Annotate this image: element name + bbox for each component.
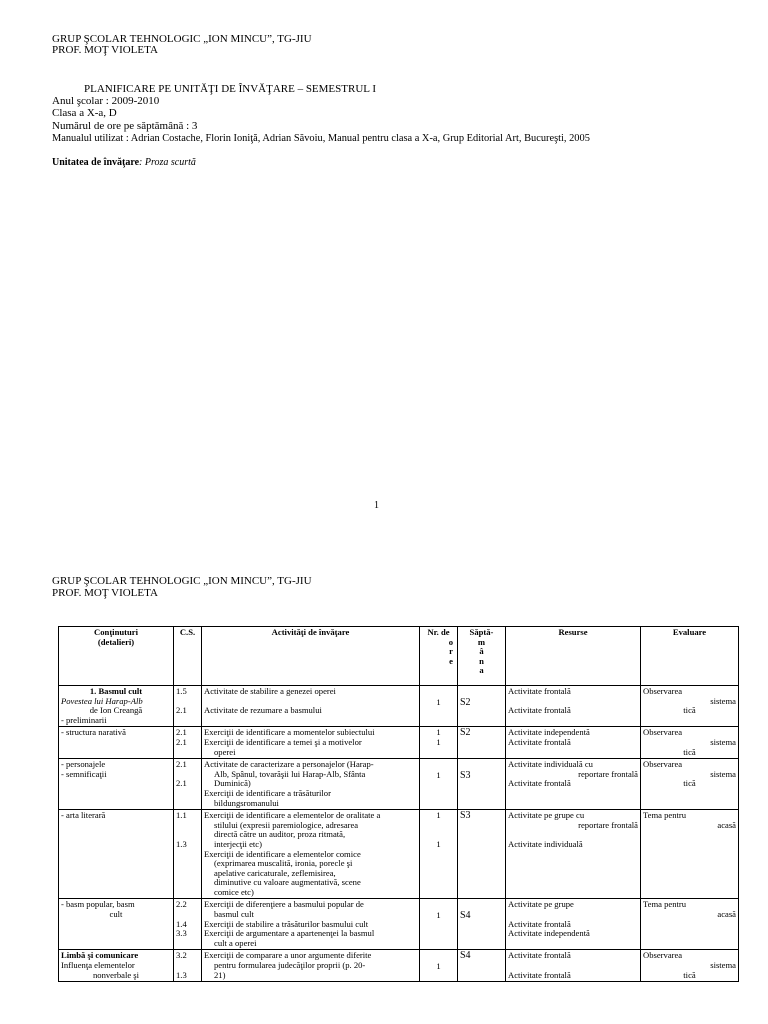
- hours-per-week: Numărul de ore pe săptămână : 3: [52, 120, 198, 132]
- cs-line: 2.1: [176, 705, 187, 716]
- cell-activities: [202, 727, 420, 759]
- content-line: - preliminarii: [61, 714, 107, 725]
- table-row: [59, 727, 739, 759]
- header-week-letter: n: [479, 655, 484, 666]
- activity-line: directă către un auditor, proza ritmată,: [214, 829, 346, 840]
- activity-line: apelative caricaturale, zeflemisirea,: [214, 867, 336, 878]
- cell-content: [59, 759, 174, 810]
- activity-line: 21): [214, 969, 226, 980]
- cell-evaluation: [641, 899, 739, 950]
- resource-line: Activitate frontală: [508, 705, 571, 716]
- table-row: [59, 686, 739, 727]
- resource-line: reportare frontală: [578, 819, 638, 830]
- cs-line: 2.1: [176, 778, 187, 789]
- cs-line: 1.3: [176, 838, 187, 849]
- cell-cs: [174, 686, 202, 727]
- header-cs: C.S.: [174, 627, 202, 686]
- content-line: - arta literară: [61, 810, 106, 821]
- activity-line: Exerciţii de identificare a trăsăturilor: [204, 787, 331, 798]
- cell-resources: [506, 686, 641, 727]
- activity-line: pentru formularea judecăţilor proprii (p. 20-: [214, 960, 366, 971]
- content-line: Povestea lui Harap-Alb: [61, 695, 143, 706]
- cell-activities: [202, 810, 420, 899]
- cell-activities: [202, 950, 420, 982]
- resource-line: Activitate frontală: [508, 918, 571, 929]
- header-content-line2: (detalieri): [97, 636, 135, 647]
- header-week-letter: â: [479, 646, 484, 657]
- cell-resources: [506, 810, 641, 899]
- plan-title: PLANIFICARE PE UNITĂŢI DE ÎNVĂŢARE – SEMESTRUL I: [84, 83, 376, 95]
- resource-line: Activitate pe grupe: [508, 899, 574, 910]
- table-header-row: [59, 627, 739, 686]
- activity-line: Exerciţii de identificare a elementelor de oralitate a: [204, 810, 381, 821]
- header-hours-letter: o: [448, 636, 453, 647]
- header-week: [458, 627, 506, 686]
- cell-hours: 1: [420, 899, 458, 950]
- activity-line: Activitate de stabilire a genezei operei: [204, 686, 336, 696]
- activity-line: Exerciţii de identificare a temei şi a motivelor: [204, 736, 362, 747]
- learning-unit: [52, 157, 196, 168]
- cell-cs: [174, 727, 202, 759]
- cell-hours: 1: [420, 759, 458, 810]
- cs-line: 1.3: [176, 969, 187, 980]
- cs-line: 3.2: [176, 950, 187, 961]
- cell-evaluation: [641, 686, 739, 727]
- activity-line: (exprimarea muscalită, ironia, porecle şi: [214, 858, 353, 869]
- activity-line: cult a operei: [214, 937, 257, 948]
- table-row: [59, 759, 739, 810]
- hours-line: 1: [436, 736, 441, 747]
- activity-line: stilului (expresii paremiologice, adresarea: [214, 819, 359, 830]
- content-line: Limbă şi comunicare: [61, 950, 139, 961]
- activity-line: Alb, Spânul, tovarăşii lui Harap-Alb, Sfânta: [214, 768, 366, 779]
- cs-line: 2.2: [176, 899, 187, 910]
- activity-line: diminutive cu valoare augmentativă, scene: [214, 877, 361, 888]
- header-content: [59, 627, 174, 686]
- cell-evaluation: [641, 810, 739, 899]
- cs-line: 1.4: [176, 918, 187, 929]
- content-line: - semnificaţii: [61, 768, 107, 779]
- activity-line: Exerciţii de identificare a elementelor comice: [204, 848, 361, 859]
- evaluation-line: sistema: [710, 736, 736, 747]
- page-number: 1: [374, 500, 379, 511]
- resource-line: Activitate frontală: [508, 736, 571, 747]
- resource-line: Activitate frontală: [508, 950, 571, 961]
- evaluation-line: tică: [683, 778, 696, 789]
- cell-activities: [202, 899, 420, 950]
- cell-activities: [202, 686, 420, 727]
- resource-line: Activitate frontală: [508, 686, 571, 696]
- header-hours-label: Nr. de: [427, 627, 450, 637]
- planning-table: [58, 626, 739, 982]
- school-name-page2: GRUP ŞCOLAR TEHNOLOGIC „ION MINCU”, TG-JIU: [52, 575, 312, 587]
- cs-line: 2.1: [176, 727, 187, 738]
- header-evaluation: Evaluare: [641, 627, 739, 686]
- teacher-name-page2: PROF. MOŢ VIOLETA: [52, 587, 158, 599]
- content-line: - basm popular, basm: [61, 899, 135, 910]
- cell-cs: [174, 950, 202, 982]
- header-activities: Activităţi de învăţare: [202, 627, 420, 686]
- activity-line: basmul cult: [214, 909, 254, 920]
- header-week-letter: a: [479, 665, 484, 676]
- evaluation-line: tică: [683, 705, 696, 716]
- cs-line: 2.1: [176, 736, 187, 747]
- header-hours-letter: e: [449, 655, 453, 666]
- evaluation-line: sistema: [710, 695, 736, 706]
- cell-hours: 1: [420, 686, 458, 727]
- evaluation-line: tică: [683, 746, 696, 757]
- cell-resources: [506, 727, 641, 759]
- teacher-name: PROF. MOŢ VIOLETA: [52, 44, 158, 56]
- activity-line: comice etc): [214, 886, 254, 897]
- cell-week: S2: [458, 727, 506, 759]
- cell-week: S4: [458, 950, 506, 982]
- school-name: GRUP ŞCOLAR TEHNOLOGIC „ION MINCU”, TG-JIU: [52, 33, 312, 45]
- cell-resources: [506, 899, 641, 950]
- resource-line: Activitate pe grupe cu: [508, 810, 585, 821]
- cell-content: [59, 686, 174, 727]
- cell-hours: [420, 727, 458, 759]
- activity-line: Duminică): [214, 778, 251, 789]
- hours-line: 1: [436, 727, 441, 738]
- activity-line: Activitate de caracterizare a personajelor (Harap-: [204, 759, 374, 770]
- learning-unit-label: Unitatea de învăţare: [52, 157, 140, 168]
- resource-line: Activitate independentă: [508, 727, 590, 738]
- content-line: de Ion Creangă: [89, 705, 143, 716]
- header-week-label: Săptă-: [469, 627, 494, 637]
- activity-line: Exerciţii de argumentare a apartenenţei la basmul: [204, 928, 375, 939]
- header-week-letter: m: [477, 636, 486, 647]
- class-info: Clasa a X-a, D: [52, 107, 117, 119]
- evaluation-line: Observarea: [643, 686, 683, 696]
- resource-line: reportare frontală: [578, 768, 638, 779]
- cs-line: 2.1: [176, 759, 187, 770]
- header-content-line1: Conţinuturi: [94, 627, 138, 637]
- content-line: 1. Basmul cult: [89, 686, 143, 696]
- hours-line: 1: [436, 810, 441, 821]
- cell-hours: [420, 810, 458, 899]
- activity-line: Exerciţii de diferenţiere a basmului popular de: [204, 899, 364, 910]
- content-line: nonverbale şi: [92, 969, 140, 980]
- cell-content: [59, 950, 174, 982]
- header-resources: Resurse: [506, 627, 641, 686]
- cell-evaluation: [641, 950, 739, 982]
- content-line: - personajele: [61, 759, 106, 770]
- evaluation-line: tică: [683, 969, 696, 980]
- school-year: Anul şcolar : 2009-2010: [52, 95, 160, 107]
- activity-line: operei: [214, 746, 236, 757]
- cell-week: S4: [458, 899, 506, 950]
- cell-resources: [506, 950, 641, 982]
- hours-line: 1: [436, 838, 441, 849]
- learning-unit-value: : Proza scurtă: [139, 157, 196, 168]
- cell-resources: [506, 759, 641, 810]
- cs-line: 3.3: [176, 928, 187, 939]
- evaluation-line: sistema: [710, 960, 736, 971]
- evaluation-line: Observarea: [643, 759, 683, 770]
- activity-line: interjecţii etc): [214, 838, 262, 849]
- cell-week: S3: [458, 810, 506, 899]
- content-line: Influenţa elementelor: [61, 960, 135, 971]
- activity-line: Exerciţii de stabilire a trăsăturilor basmului cult: [204, 918, 369, 929]
- activity-line: Exerciţii de identificare a momentelor subiectului: [204, 727, 375, 738]
- header-hours-letter: r: [449, 646, 453, 657]
- content-line: cult: [109, 909, 123, 920]
- resource-line: Activitate individuală: [508, 838, 583, 849]
- cell-evaluation: [641, 727, 739, 759]
- cell-activities: [202, 759, 420, 810]
- cell-content: [59, 727, 174, 759]
- cell-evaluation: [641, 759, 739, 810]
- manual-used: Manualul utilizat : Adrian Costache, Florin Ioniţă, Adrian Săvoiu, Manual pentru clasa a X-a, Grup Editorial Art, Bucureşti, 2005: [52, 133, 590, 144]
- evaluation-line: acasă: [717, 819, 736, 830]
- cell-week: S3: [458, 759, 506, 810]
- table-row: [59, 899, 739, 950]
- cell-week: S2: [458, 686, 506, 727]
- table-row: [59, 950, 739, 982]
- cs-line: 1.1: [176, 810, 187, 821]
- resource-line: Activitate independentă: [508, 928, 590, 939]
- resource-line: Activitate frontală: [508, 778, 571, 789]
- cell-cs: [174, 810, 202, 899]
- activity-line: bildungsromanului: [214, 797, 279, 808]
- evaluation-line: Tema pentru: [643, 810, 687, 821]
- cell-content: [59, 899, 174, 950]
- resource-line: Activitate individuală cu: [508, 759, 593, 770]
- cs-line: 1.5: [176, 686, 187, 696]
- evaluation-line: sistema: [710, 768, 736, 779]
- evaluation-line: Observarea: [643, 950, 683, 961]
- cell-cs: [174, 899, 202, 950]
- cell-cs: [174, 759, 202, 810]
- table-row: [59, 810, 739, 899]
- content-line: - structura narativă: [61, 727, 126, 738]
- header-hours: [420, 627, 458, 686]
- cell-content: [59, 810, 174, 899]
- evaluation-line: Observarea: [643, 727, 683, 738]
- evaluation-line: acasă: [717, 909, 736, 920]
- activity-line: Activitate de rezumare a basmului: [204, 705, 322, 716]
- activity-line: Exerciţii de comparare a unor argumente diferite: [204, 950, 372, 961]
- cell-hours: 1: [420, 950, 458, 982]
- evaluation-line: Tema pentru: [643, 899, 687, 910]
- resource-line: Activitate frontală: [508, 969, 571, 980]
